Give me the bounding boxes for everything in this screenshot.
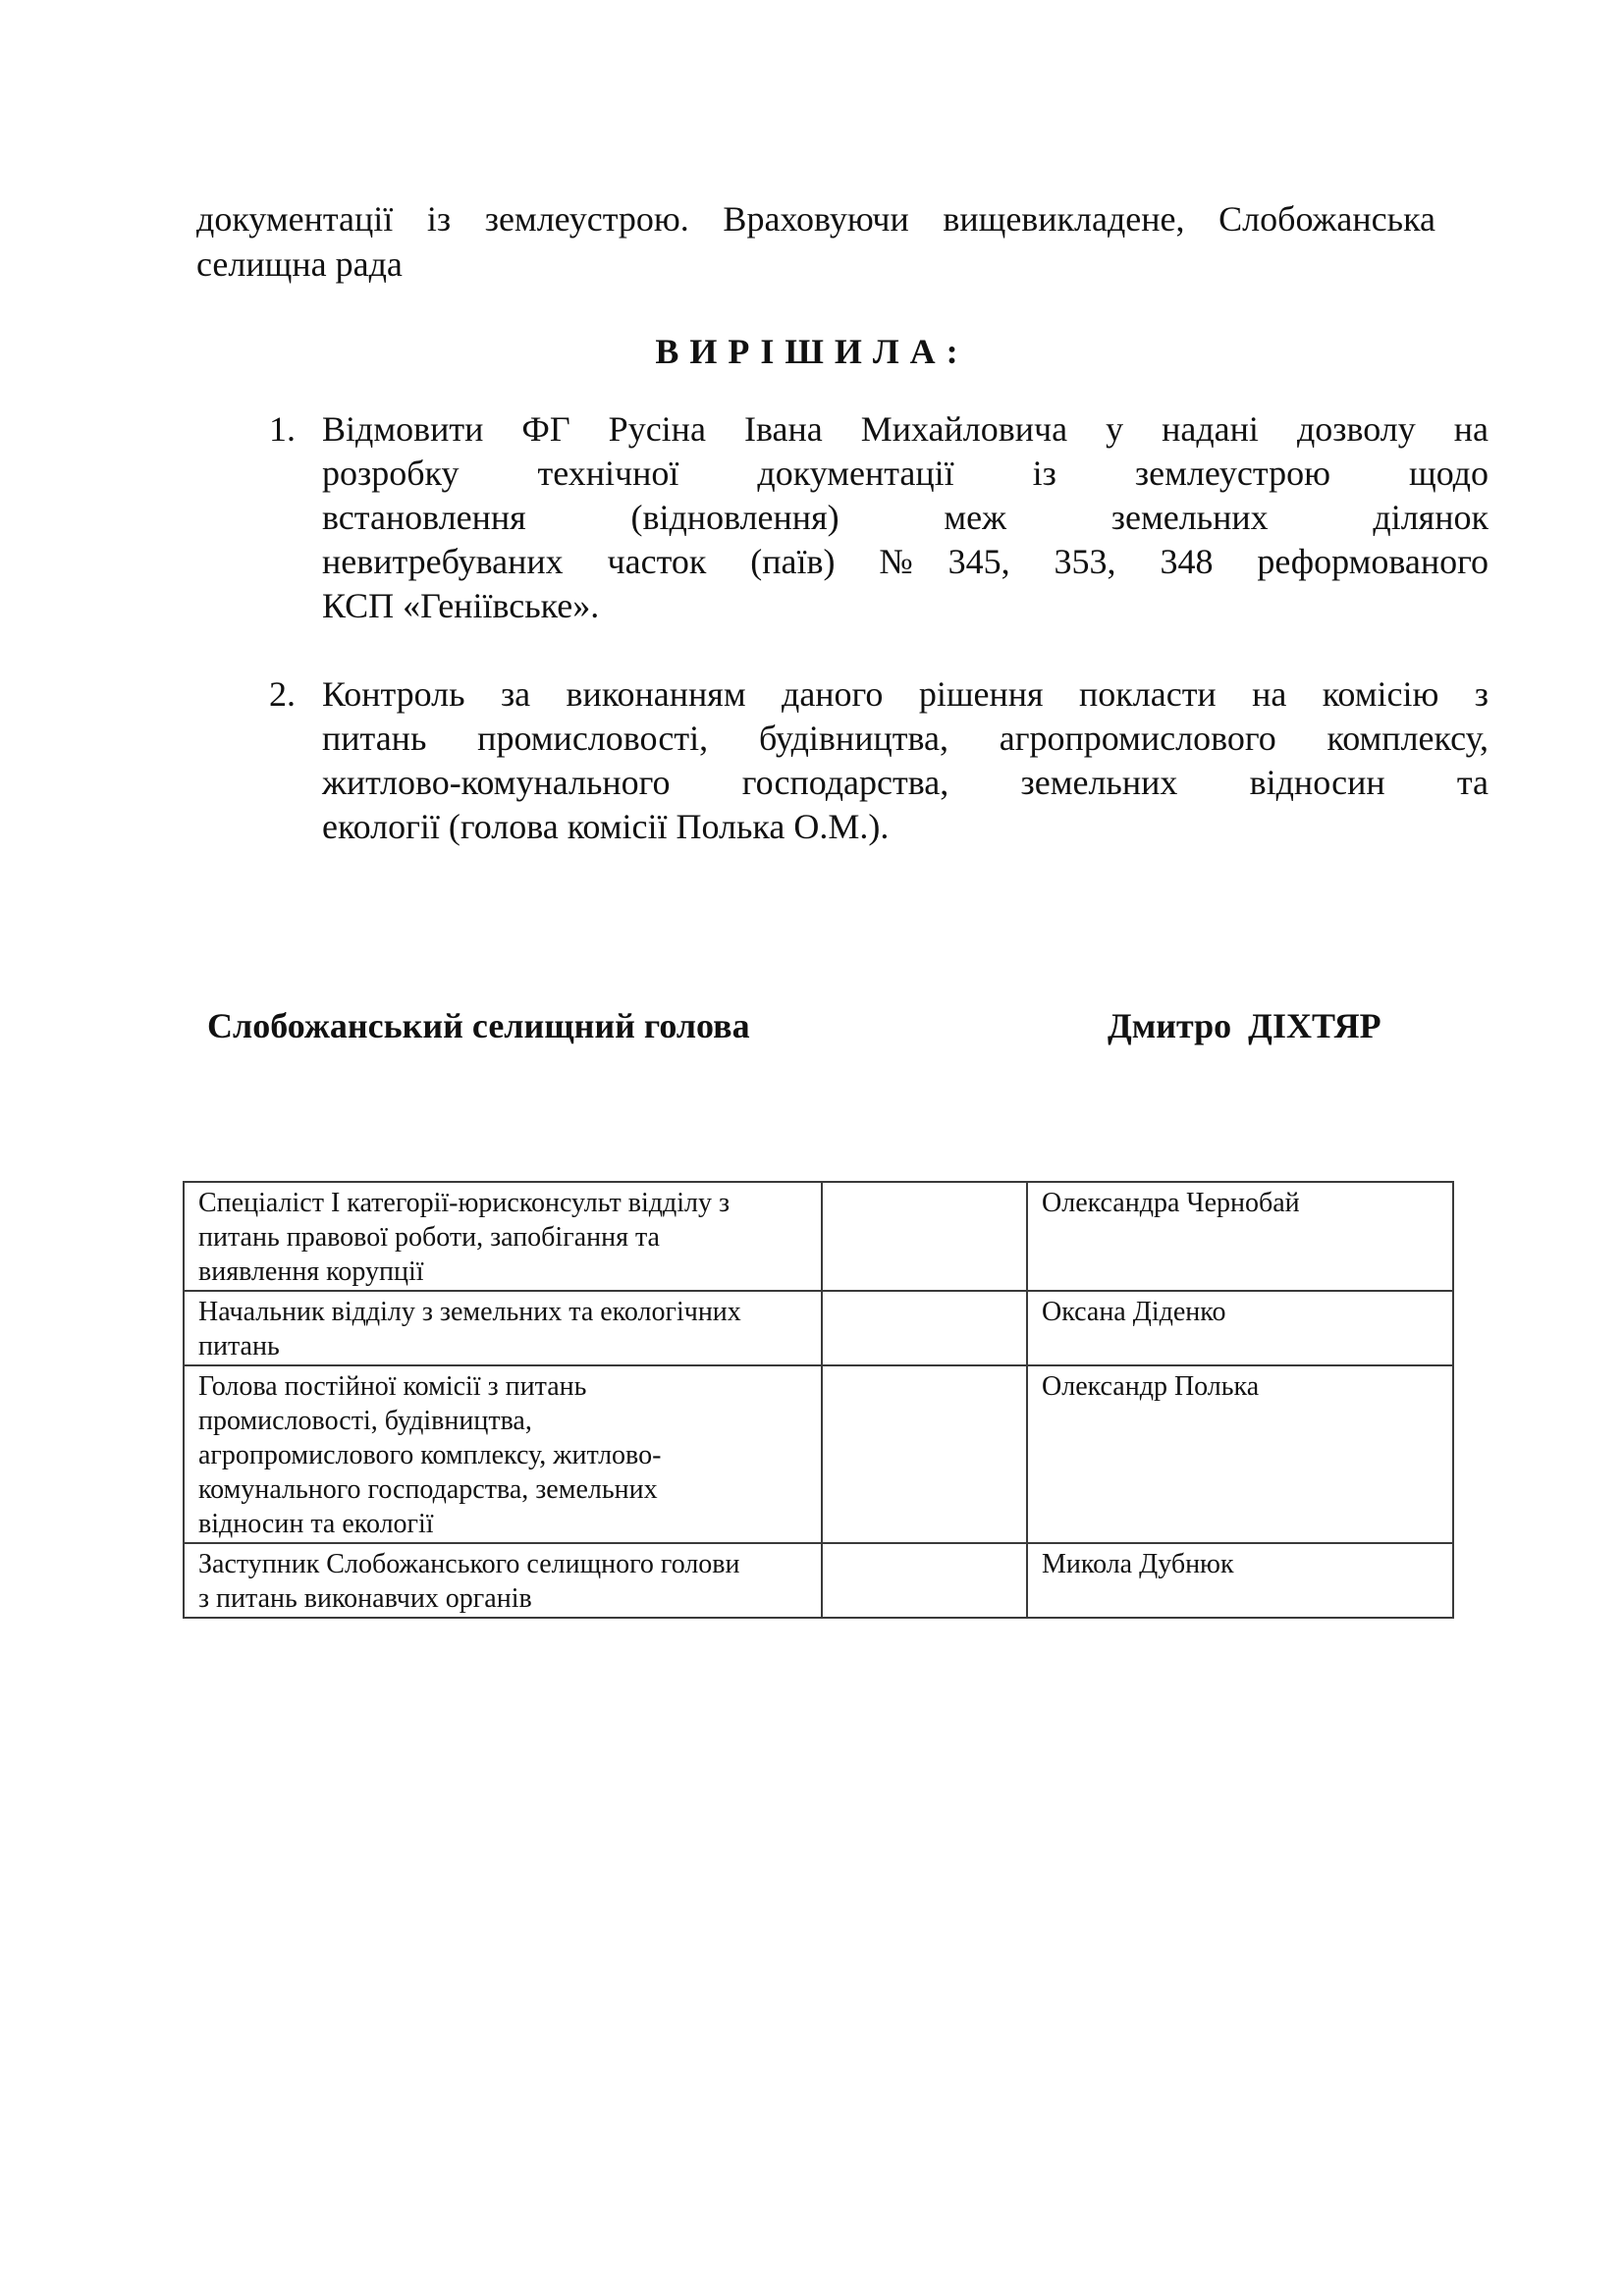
item-line: житлово-комунального господарства, земельних відносин та [322,763,1489,802]
approvals-table [183,1181,1454,1619]
table-row [184,1182,1453,1291]
approver-name-cell: Микола Дубнюк [1027,1543,1453,1618]
item-line: встановлення (відновлення) меж земельних ділянок [322,498,1489,537]
intro-line: документації із землеустрою. Враховуючи вищевикладене, Слобожанська [196,199,1435,239]
approver-role-line: питань [198,1331,280,1362]
item-text [322,672,1489,849]
approver-role-line: Спеціаліст І категорії-юрисконсульт відділу з [198,1188,731,1218]
approver-signature-cell [822,1365,1027,1543]
item-text [322,407,1489,628]
item-number: 2. [269,674,296,714]
approver-role-line: комунального господарства, земельних [198,1474,658,1505]
approver-signature-cell [822,1182,1027,1291]
item-line: питань промисловості, будівництва, агропромислового комплексу, [322,719,1489,758]
item-line: розробку технічної документації із землеустрою щодо [322,454,1489,493]
approver-role-line: Голова постійної комісії з питань [198,1371,587,1402]
item-line: Відмовити ФГ Русіна Івана Михайловича у надані дозволу на [322,409,1489,449]
approver-signature-cell [822,1543,1027,1618]
approver-role-line: Заступник Слобожанського селищного голови [198,1549,740,1579]
table-row [184,1543,1453,1618]
approver-role-line: питань правової роботи, запобігання та [198,1222,660,1253]
approver-signature-cell [822,1291,1027,1365]
intro-paragraph [196,196,1435,287]
approver-role-line: агропромислового комплексу, житлово- [198,1440,662,1470]
approver-role-line: з питань виконавчих органів [198,1583,532,1614]
approver-name-cell: Олександр Полька [1027,1365,1453,1543]
approver-role-cell [184,1365,822,1543]
approver-role-cell [184,1182,822,1291]
approver-name-cell: Оксана Діденко [1027,1291,1453,1365]
decision-heading: ВИРІШИЛА: [655,332,969,371]
signatory-name: Дмитро ДІХТЯР [1108,1006,1381,1045]
item-line: екології (голова комісії Полька О.М.). [322,807,890,846]
approver-role-line: промисловості, будівництва, [198,1406,532,1436]
approver-role-cell [184,1291,822,1365]
approver-name-cell: Олександра Чернобай [1027,1182,1453,1291]
item-number: 1. [269,409,296,449]
approver-role-line: виявлення корупції [198,1256,424,1287]
table-row [184,1365,1453,1543]
item-line: КСП «Геніївське». [322,586,600,625]
approver-role-line: Начальник відділу з земельних та екологічних [198,1297,741,1327]
table-row [184,1291,1453,1365]
approver-role-line: відносин та екології [198,1509,434,1539]
signatory-position: Слобожанський селищний голова [207,1006,750,1045]
intro-line: селищна рада [196,244,403,284]
item-line: Контроль за виконанням даного рішення покласти на комісію з [322,674,1489,714]
approver-role-cell [184,1543,822,1618]
item-line: невитребуваних часток (паїв) №345, 353, 348 реформованого [322,542,1489,581]
